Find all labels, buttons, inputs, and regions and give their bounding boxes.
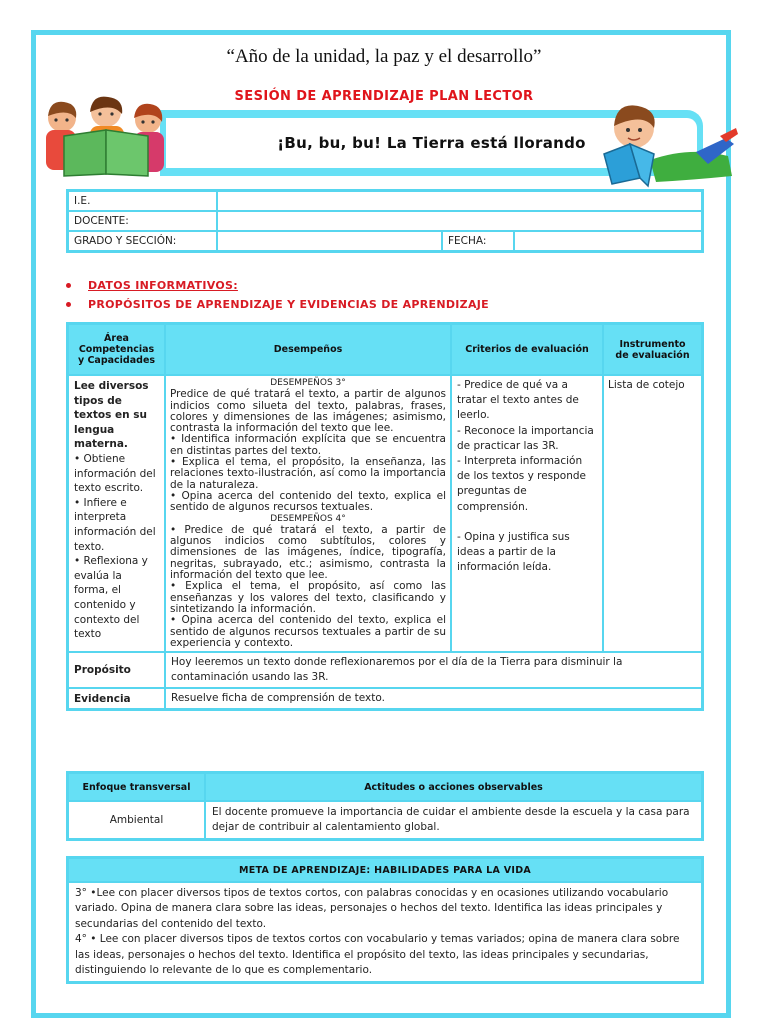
boy-reading-illustration	[600, 98, 740, 190]
enfoque-table-header	[68, 773, 703, 802]
col-desempenos: Desempeños	[165, 324, 451, 376]
criterio-4: - Opina y justifica sus ideas a partir de la información leída.	[457, 530, 570, 574]
desempeno-4-2: • Explica el tema, el propósito, así como las enseñanzas y los valores del texto, clasificando y sintetizando la información.	[170, 580, 446, 615]
propositos-table	[66, 322, 704, 711]
meta-header: META DE APRENDIZAJE: HABILIDADES PARA LA VIDA	[68, 858, 703, 883]
capacidad-3: • Reflexiona y evalúa la forma, el contenido y contexto del texto	[74, 555, 148, 641]
capacidad-2: • Infiere e interpreta información del texto.	[74, 496, 156, 553]
fecha-value[interactable]	[514, 231, 703, 252]
meta-table-header	[68, 858, 703, 883]
criterio-1: - Predice de qué va a tratar el texto antes de leerlo.	[457, 379, 579, 422]
col-actitudes: Actitudes o acciones observables	[205, 773, 703, 802]
proposito-row	[68, 652, 703, 688]
criterio-spacer	[457, 515, 597, 530]
desempeno-3-4: • Opina acerca del contenido del texto, explica el sentido de algunos recursos textuales.	[170, 489, 446, 514]
col-area: Área Competencias y Capacidades	[68, 324, 166, 376]
meta-grade-4: 4° • Lee con placer diversos tipos de textos cortos con vocabulario y temas variados; opina de manera clara sobre las ideas, personajes o hechos del texto. Identifica el propósito del texto, las ideas principales y secundarias, distinguiendo lo relevante de lo que es complementario.	[75, 933, 680, 977]
criterios-cell	[451, 375, 603, 652]
propositos-table-header	[68, 324, 703, 376]
desempeno-3-3: • Explica el tema, el propósito, la enseñanza, las relaciones texto-ilustración, así como la importancia de la naturaleza.	[170, 456, 446, 491]
evidencia-text: Resuelve ficha de comprensión de texto.	[165, 688, 703, 710]
meta-body	[68, 882, 703, 983]
heading-datos	[66, 276, 489, 295]
instrumento-cell: Lista de cotejo	[603, 375, 703, 652]
heading-propositos-text: PROPÓSITOS DE APRENDIZAJE Y EVIDENCIAS DE APRENDIZAJE	[88, 298, 489, 311]
docente-value[interactable]	[217, 211, 703, 231]
col-enfoque: Enfoque transversal	[68, 773, 206, 802]
grado-value[interactable]	[217, 231, 442, 252]
evidencia-label: Evidencia	[68, 688, 166, 710]
proposito-text: Hoy leeremos un texto donde reflexionaremos por el día de la Tierra para disminuir la contaminación usando las 3R.	[165, 652, 703, 688]
ie-label: I.E.	[68, 191, 218, 212]
enfoque-row	[68, 801, 703, 840]
meta-row	[68, 882, 703, 983]
docente-label: DOCENTE:	[68, 211, 218, 231]
kids-reading-illustration	[38, 96, 174, 178]
session-title: SESIÓN DE APRENDIZAJE PLAN LECTOR	[234, 89, 534, 104]
desempeno-4-3: • Opina acerca del contenido del texto, explica el sentido de algunos recursos textuales a partir de su experiencia y contexto.	[170, 614, 446, 649]
meta-grade-3: 3° •Lee con placer diversos tipos de textos cortos, con palabras conocidas y en ocasiones utilizando vocabulario variado. Opina de manera clara sobre las ideas, personajes o hechos del texto. Identifica las ideas principales y secundarias del contenido del texto.	[75, 887, 669, 930]
competencia-text: Lee diversos tipos de textos en su lengua materna.	[74, 380, 149, 451]
criterio-3: - Interpreta información de los textos y responde preguntas de comprensión.	[457, 455, 587, 513]
desempeno-4-1: • Predice de qué tratará el texto, a partir de algunos indicios como subtítulos, colores y dimensiones de las imágenes, índice, tipografía, negritas, subrayado, etc.; asimismo, contrasta la información del texto que lee.	[170, 523, 446, 582]
meta-table	[66, 856, 704, 984]
section-headings	[66, 276, 489, 314]
bullet-dot-icon	[66, 302, 71, 307]
capacidad-1: • Obtiene información del texto escrito.	[74, 452, 156, 495]
bullet-dot-icon	[66, 283, 71, 288]
enfoque-value: Ambiental	[68, 801, 206, 840]
criterio-2: - Reconoce la importancia de practicar las 3R.	[457, 424, 594, 452]
desempenos-3-title: DESEMPEÑOS 3°	[270, 378, 346, 388]
desempeno-3-1: Predice de qué tratará el texto, a partir de algunos indicios como silueta del texto, palabras, frases, colores y dimensiones de las imágenes; asimismo, contrasta la información del texto que lee.	[170, 388, 446, 435]
col-criterios: Criterios de evaluación	[451, 324, 603, 376]
area-cell	[68, 375, 166, 652]
year-motto: “Año de la unidad, la paz y el desarrollo”	[226, 46, 542, 67]
desempeno-3-2: • Identifica información explícita que se encuentra en distintas partes del texto.	[170, 433, 446, 457]
propositos-table-row	[68, 375, 703, 652]
enfoque-table	[66, 771, 704, 841]
desempenos-cell	[165, 375, 451, 652]
desempenos-4-title: DESEMPEÑOS 4°	[270, 513, 346, 524]
heading-datos-text: DATOS INFORMATIVOS:	[88, 279, 238, 292]
heading-propositos	[66, 295, 489, 314]
fecha-label: FECHA:	[442, 231, 514, 252]
page-title: ¡Bu, bu, bu! La Tierra está llorando	[277, 134, 586, 152]
grado-label: GRADO Y SECCIÓN:	[68, 231, 218, 252]
info-table	[66, 189, 704, 253]
proposito-label: Propósito	[68, 652, 166, 688]
accion-value: El docente promueve la importancia de cuidar el ambiente desde la escuela y la casa para dejar de contribuir al calentamiento global.	[205, 801, 703, 840]
evidencia-row	[68, 688, 703, 710]
ie-value[interactable]	[217, 191, 703, 212]
col-instrumento: Instrumento de evaluación	[603, 324, 703, 376]
